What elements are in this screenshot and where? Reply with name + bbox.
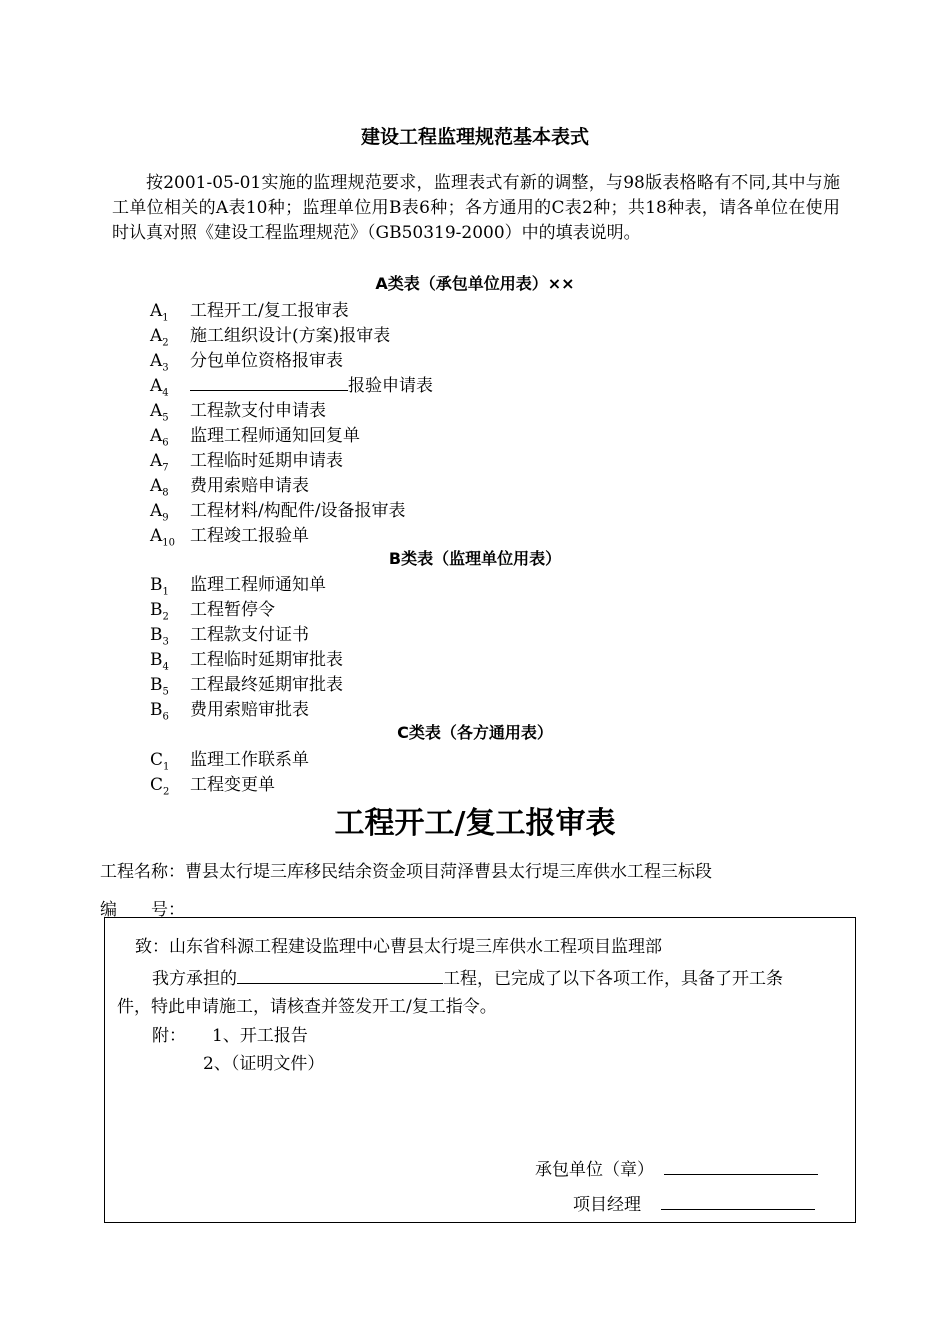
form-code-number: 4 — [162, 661, 169, 673]
form-code-letter: A — [150, 326, 163, 346]
form-code-number: 6 — [162, 711, 169, 723]
form-code-number: 4 — [162, 387, 169, 399]
form-code-letter: A — [150, 526, 163, 546]
form-list-item — [150, 595, 275, 622]
manager-signature-row — [573, 1190, 815, 1215]
contractor-signature-field[interactable] — [664, 1158, 818, 1175]
form-list-item — [150, 770, 275, 797]
form-code-letter: A — [150, 376, 163, 396]
form-code-letter: A — [150, 451, 163, 471]
form-code-letter: A — [150, 501, 163, 521]
project-name-row — [100, 857, 712, 882]
form-code-letter: B — [150, 600, 163, 620]
form-list-item — [150, 570, 326, 597]
contractor-label: 承包单位（章） — [535, 1160, 654, 1180]
form-code-letter: C — [150, 775, 164, 795]
project-name-label: 工程名称： — [100, 862, 185, 882]
manager-label: 项目经理 — [573, 1195, 641, 1215]
form-label: 工程开工/复工报审表 — [190, 301, 349, 321]
form-code-number: 10 — [162, 537, 176, 549]
form-code-letter: A — [150, 426, 163, 446]
application-form-box — [104, 917, 856, 1223]
form-label: 费用索赔申请表 — [190, 476, 309, 496]
form-code-number: 1 — [162, 312, 169, 324]
form-code-number: 9 — [162, 512, 169, 524]
form-label: 监理工程师通知回复单 — [190, 426, 360, 446]
attachment-1: 1、开工报告 — [212, 1026, 308, 1046]
attachment-2: 2、（证明文件） — [203, 1054, 325, 1074]
form-list-item — [150, 645, 343, 672]
form-code-number: 2 — [163, 786, 170, 798]
category-b-heading: B类表（监理单位用表） — [388, 549, 562, 568]
statement-line-1 — [152, 964, 783, 989]
form-list-item — [150, 670, 343, 697]
form-code-letter: A — [150, 476, 163, 496]
form-label: 工程临时延期申请表 — [190, 451, 343, 471]
form-code-letter: B — [150, 650, 163, 670]
form-code-number: 5 — [162, 412, 169, 424]
form-code-number: 6 — [162, 437, 169, 449]
form-list-item — [150, 620, 309, 647]
form-list-item — [150, 521, 309, 548]
form-list-item — [150, 471, 309, 498]
inspection-item-blank — [190, 375, 348, 391]
form-code-letter: B — [150, 675, 163, 695]
form-list-item — [150, 695, 309, 722]
form-code-number: 1 — [163, 761, 170, 773]
form-list-item — [150, 421, 360, 448]
form-code-letter: B — [150, 625, 163, 645]
form-label: 工程暂停令 — [190, 600, 275, 620]
project-blank-field[interactable] — [237, 967, 443, 984]
form-label: 工程款支付申请表 — [190, 401, 326, 421]
form-label: 施工组织设计(方案)报审表 — [190, 326, 391, 346]
number-label: 编 号： — [100, 900, 185, 920]
form-code-letter: B — [150, 700, 163, 720]
form-code-number: 2 — [162, 611, 169, 623]
project-name-value: 曹县太行堤三库移民结余资金项目菏泽曹县太行堤三库供水工程三标段 — [185, 862, 712, 882]
form-code-letter: A — [150, 351, 163, 371]
form-code-letter: A — [150, 401, 163, 421]
form-list-item — [150, 446, 343, 473]
form-code-number: 3 — [162, 636, 169, 648]
statement-prefix: 我方承担的 — [152, 969, 237, 989]
intro-text: 按2001-05-01实施的监理规范要求，监理表式有新的调整，与98版表格略有不同,其中与施工单位相关的A表10种；监理单位用B表6种；各方通用的C表2种；共18种表，请各单位在使用时认真对照《建设工程监理规范》（GB50319-2000）中的填表说明。 — [112, 173, 840, 243]
form-label: 工程款支付证书 — [190, 625, 309, 645]
form-list-item — [150, 371, 433, 398]
form-list-item — [150, 321, 390, 348]
form-label: 费用索赔审批表 — [190, 700, 309, 720]
form-code-letter: B — [150, 575, 163, 595]
form-list-item — [150, 745, 309, 772]
addressee: 致：山东省科源工程建设监理中心曹县太行堤三库供水工程项目监理部 — [135, 937, 662, 957]
form-label: 工程材料/构配件/设备报审表 — [190, 501, 406, 521]
form-code-letter: A — [150, 301, 163, 321]
form-code-number: 7 — [162, 462, 169, 474]
form-list-item — [150, 296, 349, 323]
attachment-label: 附： — [152, 1026, 186, 1046]
form-label: 分包单位资格报审表 — [190, 351, 343, 371]
form-list-item — [150, 396, 326, 423]
contractor-signature-row — [535, 1155, 818, 1180]
form-code-letter: C — [150, 750, 164, 770]
intro-paragraph — [112, 171, 840, 246]
form-label: 工程变更单 — [190, 775, 275, 795]
category-c-heading: C类表（各方通用表） — [397, 723, 553, 742]
form-label: 监理工程师通知单 — [190, 575, 326, 595]
attachment-row-1 — [152, 1021, 308, 1046]
statement-line-2: 件，特此申请施工，请核查并签发开工/复工指令。 — [117, 997, 497, 1017]
manager-signature-field[interactable] — [661, 1193, 815, 1210]
form-label: 工程竣工报验单 — [190, 526, 309, 546]
form-list-item — [150, 346, 343, 373]
form-label: 报验申请表 — [348, 376, 433, 396]
form-title: 工程开工/复工报审表 — [334, 806, 616, 841]
form-code-number: 2 — [162, 337, 169, 349]
category-a-heading: A类表（承包单位用表）×× — [375, 274, 575, 293]
form-list-item — [150, 496, 405, 523]
form-label: 监理工作联系单 — [190, 750, 309, 770]
form-code-number: 3 — [162, 362, 169, 374]
form-label: 工程临时延期审批表 — [190, 650, 343, 670]
document-title: 建设工程监理规范基本表式 — [360, 126, 589, 148]
form-label: 工程最终延期审批表 — [190, 675, 343, 695]
statement-suffix: 工程，已完成了以下各项工作，具备了开工条 — [443, 969, 783, 989]
form-code-number: 1 — [162, 586, 169, 598]
form-code-number: 5 — [162, 686, 169, 698]
form-code — [150, 775, 190, 797]
form-code-number: 8 — [162, 487, 169, 499]
